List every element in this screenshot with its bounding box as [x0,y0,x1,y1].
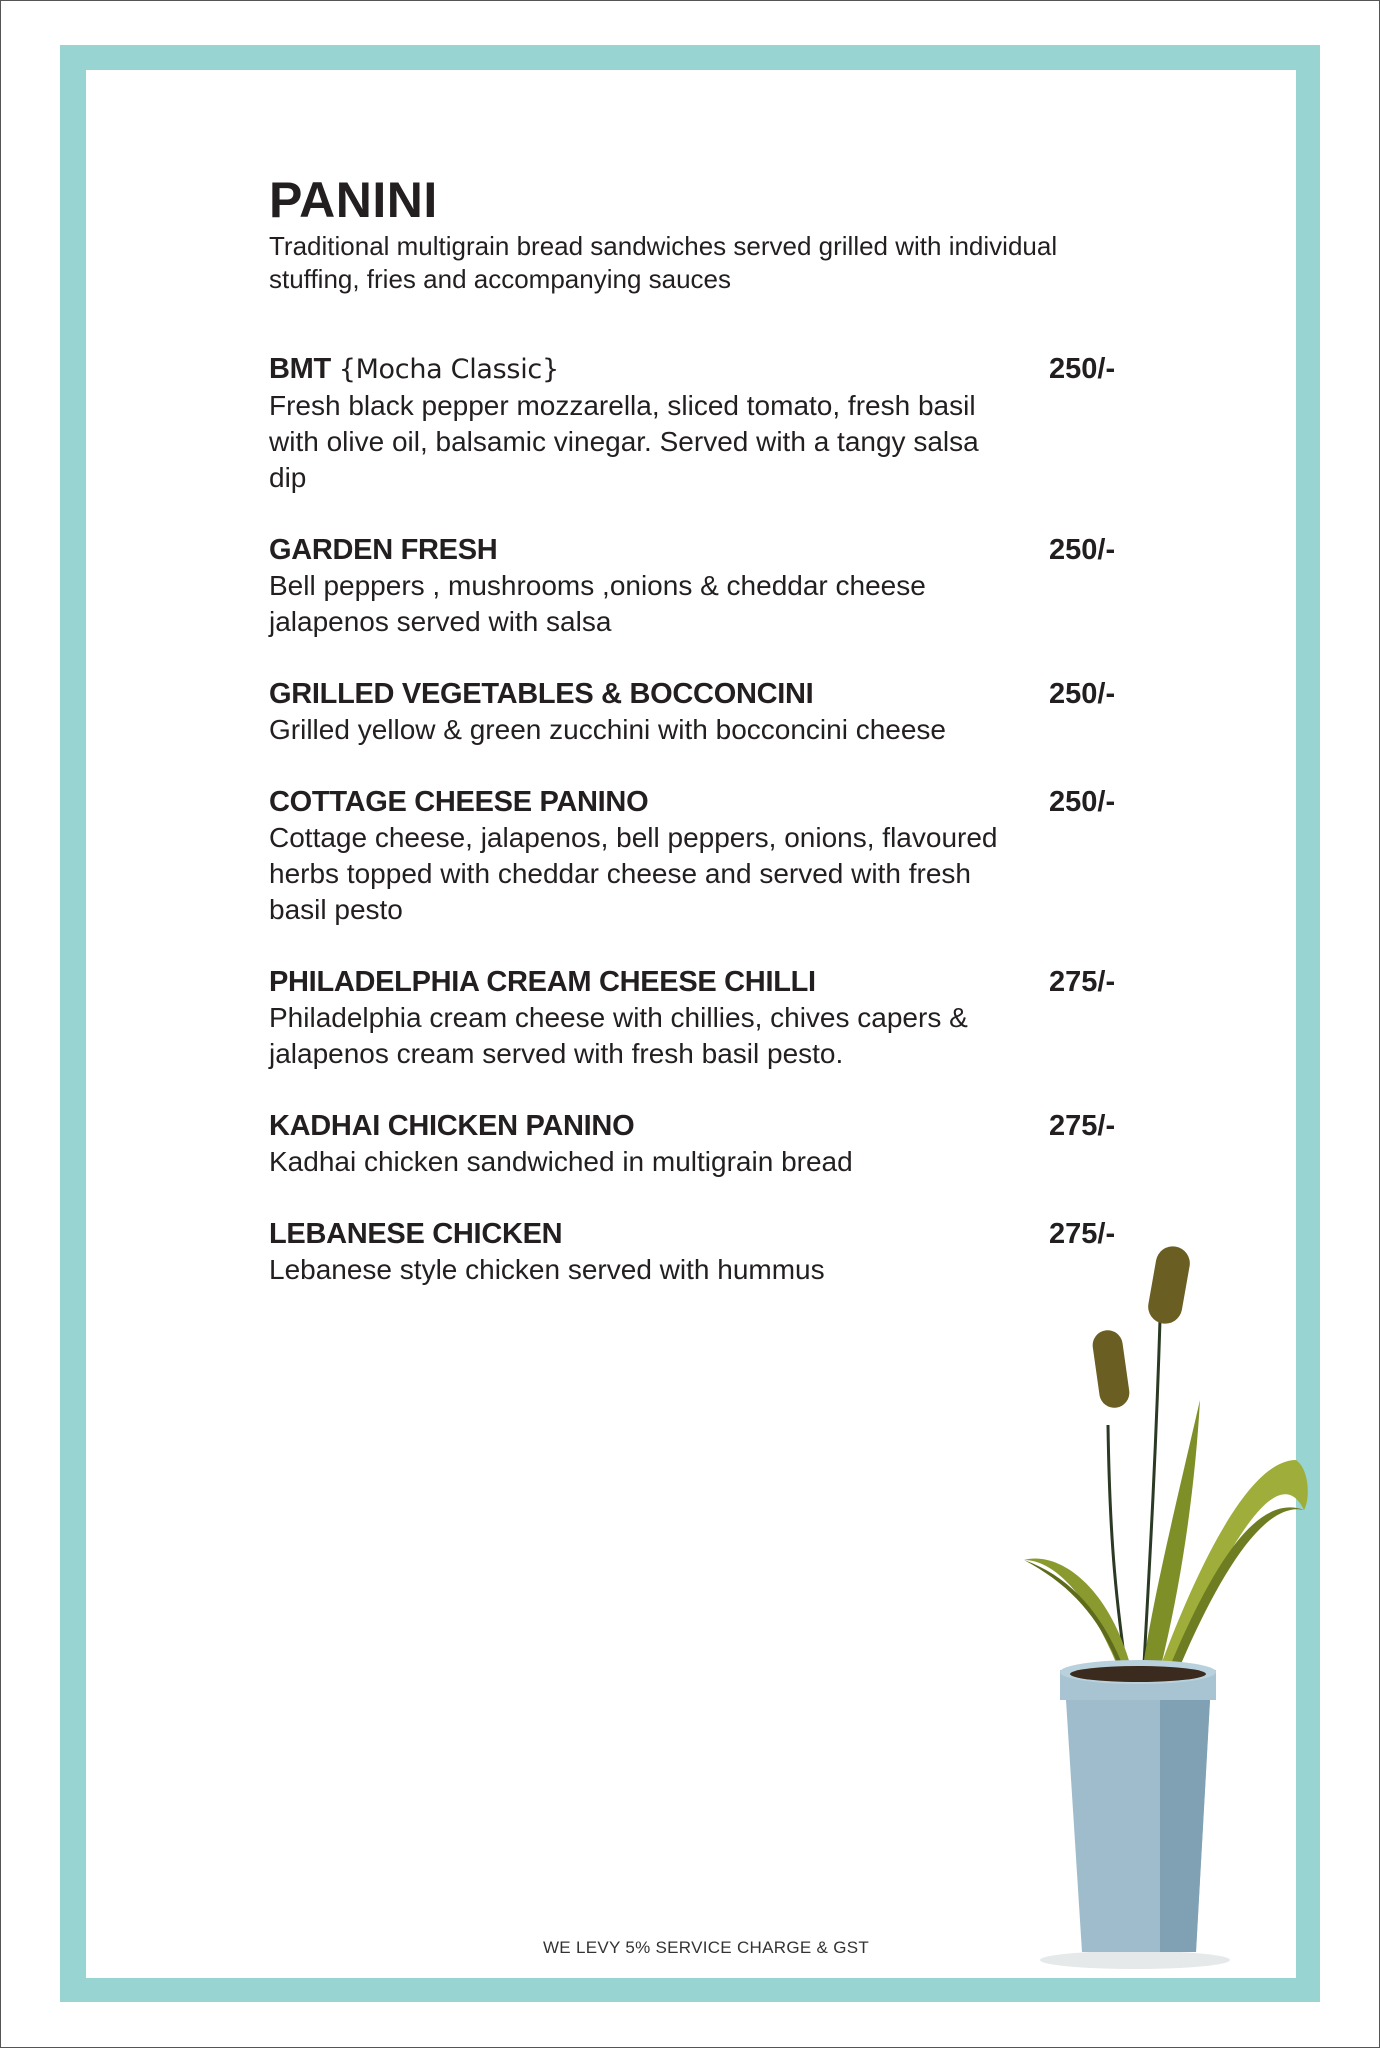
menu-item [269,964,1129,1072]
menu-items [269,351,1129,1288]
item-price: 275/- [1049,1218,1116,1250]
item-description: Fresh black pepper mozzarella, sliced tomato, fresh basil with olive oil, balsamic vinegar. Served with a tangy salsa dip [269,390,979,493]
menu-item [269,1108,1129,1180]
potted-plant-icon [1010,1230,1310,1970]
item-price: 275/- [1049,1110,1116,1142]
service-charge-note: WE LEVY 5% SERVICE CHARGE & GST [542,1938,870,1957]
item-name: COTTAGE CHEESE PANINO [269,786,649,818]
item-price: 250/- [1049,786,1116,818]
item-variant: {Mocha Classic} [338,354,559,385]
menu-item [269,532,1129,640]
menu-item [269,351,1129,496]
item-price: 250/- [1049,678,1116,710]
item-price: 275/- [1049,966,1116,998]
item-description: Philadelphia cream cheese with chillies, chives capers & jalapenos cream served with fresh basil pesto. [269,1002,968,1069]
section-subtitle: Traditional multigrain bread sandwiches served grilled with individual stuffing, fries and accompanying sauces [269,231,1058,294]
item-name: KADHAI CHICKEN PANINO [269,1110,635,1142]
item-description: Bell peppers , mushrooms ,onions & cheddar cheese jalapenos served with salsa [269,570,926,637]
item-description: Kadhai chicken sandwiched in multigrain bread [269,1146,853,1177]
item-name: GRILLED VEGETABLES & BOCCONCINI [269,678,814,710]
item-description: Grilled yellow & green zucchini with bocconcini cheese [269,714,947,745]
item-name: GARDEN FRESH [269,534,498,566]
item-description: Cottage cheese, jalapenos, bell peppers, onions, flavoured herbs topped with cheddar cheese and served with fresh basil pesto [269,822,998,925]
item-description: Lebanese style chicken served with hummus [269,1254,825,1285]
section-title: PANINI [269,172,438,228]
item-price: 250/- [1049,353,1116,385]
menu-item [269,676,1129,748]
item-name: PHILADELPHIA CREAM CHEESE CHILLI [269,966,816,998]
menu-item [269,784,1129,928]
item-price: 250/- [1049,534,1116,566]
item-name: LEBANESE CHICKEN [269,1218,563,1250]
item-name: BMT {Mocha Classic} [269,353,559,385]
menu-content [269,170,1129,1324]
menu-item [269,1216,1129,1288]
